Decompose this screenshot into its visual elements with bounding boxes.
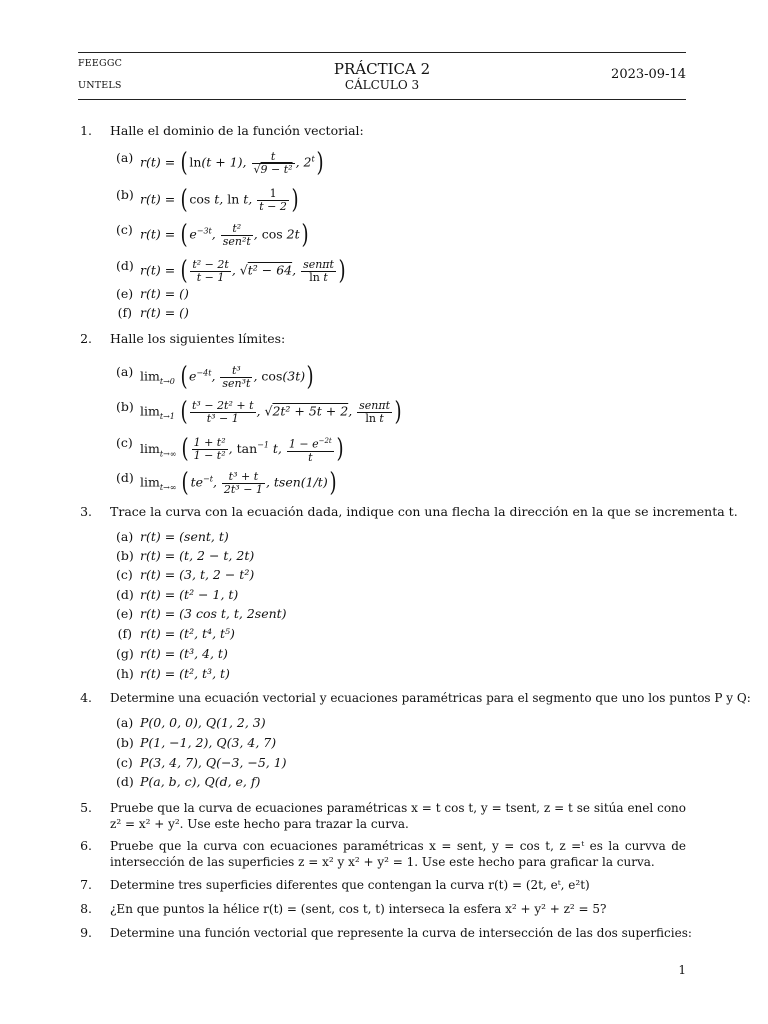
header-date: 2023-09-14 [611,67,686,82]
header-top-rule [78,52,686,53]
document-page: FEEGGC UNTELS PRÁCTICA 2 CÁLCULO 3 2023-09-14 1. Halle el dominio de la función vectorial: (a) r(t) = ( ln(t + 1), $\frac{t}{\text{√9 − t²}}$ , 2$^t$) (b) r(t) = ( cos t, ln t, $\frac{1}{t - 2}$ ) (c) r(t) = ( $e^{-3t}$, $\frac{\text{t²}}{\text{sen²t}}$ , cos 2t) (d) r(t) = ( $\frac{\text{t² − 2t}}{t - 1}$ , √t² − 64, $\frac{\text{senπt}}{\text{ln t}}$ ) (e) r(t) = () (f) r(t) = () 2. Halle los siguientes límites: (a) $\lim_{t\to 0}$ ( $e^{-4t}$, $\frac{\text{t³}}{\text{sen³t}}$ , cos(3t)) (b) $\lim_{t\to 1}$ ( $\frac{\text{t³ − 2t² + t}}{\text{t³ − 1}}$ , √2t² + 5t + 2, $\frac{\text{senπt}}{\text{ln t}}$ ) (c) $\lim_{t\to\infty}$ ( $\frac{\text{1 + t²}}{\text{1 − t²}}$ , $\tan^{-1} t$, $\frac{1 - e^{-2t}}{t}$ ) (d) $\lim_{t\to\infty}$ ( $te^{-t}$, $\frac{\text{t³ + t}}{\text{2t³ − 1}}$ , tsen(1/t)) 3. Trace la curva con la ecuación dada, indique con una flecha la dirección en la que se incrementa t. (a) r(t) = (sent, t) (b) r(t) = (t, 2 − t, 2t) (c) r(t) = (3, t, 2 − t²) (d) r(t) = (t² − 1, t) (e) r(t) = (3 cos t, t, 2sent) (f) r(t) = (t², t⁴, t⁵) (g) r(t) = (t³, 4, t) (h) r(t) = (t², t³, t) 4. Determine una ecuación vectorial y ecuaciones paramétricas para el segmento que uno los puntos P y Q: (a) P(0, 0, 0), Q(1, 2, 3) (b) P(1, −1, 2), Q(3, 4, 7) (c) P(3, 4, 7), Q(−3, −5, 1) (d) P(a, b, c), Q(d, e, f) 5. Pruebe que la curva de ecuaciones paramétricas x = t cos t, y = tsent, z = t se sitúa enel cono z² = x² + y². Use este hecho para trazar la curva. 6. Pruebe que la curva con ecuaciones paramétricas x = sent, y = cos t, z =ᵗ es la curvva de intersección de las superficies z = x² y x² + y² = 1. Use este hecho para graficar la curva. 7. Determine tres superficies diferentes que contengan la curva r(t) = (2t, eᵗ, e²t) 8. ¿En que puntos la hélice r(t) = (sent, cos t, t) interseca la esfera x² + y² + z² = 5? 9. Determine una función vectorial que represente la curva de intersección de las dos superficies: 1 [78,0,686,1024]
page-title: PRÁCTICA 2 [333,60,431,78]
question-number: 3. [80,504,92,519]
q1-item-a-expr: r(t) = ( ln(t + 1), $\frac{t}{\text{√9 − t²}}$ , 2$^t$) [140,148,324,178]
q1-item-b-expr: r(t) = ( cos t, ln t, $\frac{1}{t - 2}$ ) [140,185,299,215]
question-number: 5. [80,800,92,815]
question-number: 6. [80,838,92,853]
question-text: Determine una ecuación vectorial y ecuaciones paramétricas para el segmento que uno los puntos P y Q: [110,691,751,705]
question-number: 9. [80,925,92,940]
page-number: 1 [678,963,686,977]
header-institution-top: FEEGGC [78,58,123,69]
question-text: Pruebe que la curva con ecuaciones paramétricas x = sent, y = cos t, z =ᵗ es la curvva de intersección de las superficies z = x² y x² + y² = 1. Use este hecho para graficar la curva. [110,839,686,869]
question-number: 8. [80,901,92,916]
q2-item-d-expr: $\lim_{t\to\infty}$ ( $te^{-t}$, $\frac{\text{t³ + t}}{\text{2t³ − 1}}$ , tsen(1/t)) [140,468,337,498]
question-text: Pruebe que la curva de ecuaciones paramétricas x = t cos t, y = tsent, z = t se sitúa enel cono z² = x² + y². Use este hecho para trazar la curva. [110,801,686,831]
expr-lhs: r(t) = [140,154,176,170]
q2-item-b-expr: $\lim_{t\to 1}$ ( $\frac{\text{t³ − 2t² + t}}{\text{t³ − 1}}$ , √2t² + 5t + 2, $\frac{\text{senπt}}{\text{ln t}}$ ) [140,397,402,427]
question-number: 1. [80,123,92,138]
header-bottom-rule [78,99,686,100]
q2-item-a-expr: $\lim_{t\to 0}$ ( $e^{-4t}$, $\frac{\text{t³}}{\text{sen³t}}$ , cos(3t)) [140,362,314,392]
question-text: Trace la curva con la ecuación dada, indique con una flecha la dirección en la que se incrementa t. [110,504,738,519]
question-text: Halle los siguientes límites: [110,331,286,346]
question-text: Determine una función vectorial que represente la curva de intersección de las dos superficies: [110,926,692,940]
header-institution-bottom: UNTELS [78,80,122,91]
q1-item-d-expr: r(t) = ( $\frac{\text{t² − 2t}}{t - 1}$ , √t² − 64, $\frac{\text{senπt}}{\text{ln t}}$ ) [140,256,346,286]
question-text: ¿En que puntos la hélice r(t) = (sent, cos t, t) interseca la esfera x² + y² + z² = 5? [110,902,607,916]
question-number: 7. [80,877,92,892]
q1-item-c-expr: r(t) = ( $e^{-3t}$, $\frac{\text{t²}}{\text{sen²t}}$ , cos 2t) [140,220,309,250]
question-text: Determine tres superficies diferentes que contengan la curva r(t) = (2t, eᵗ, e²t) [110,878,590,892]
question-number: 4. [80,690,92,705]
q2-item-c-expr: $\lim_{t\to\infty}$ ( $\frac{\text{1 + t²}}{\text{1 − t²}}$ , $\tan^{-1} t$, $\frac{1 - e^{-2t}}{t}$ ) [140,434,344,465]
question-text: Halle el dominio de la función vectorial: [110,123,364,138]
page-subtitle: CÁLCULO 3 [344,78,420,92]
question-number: 2. [80,331,92,346]
